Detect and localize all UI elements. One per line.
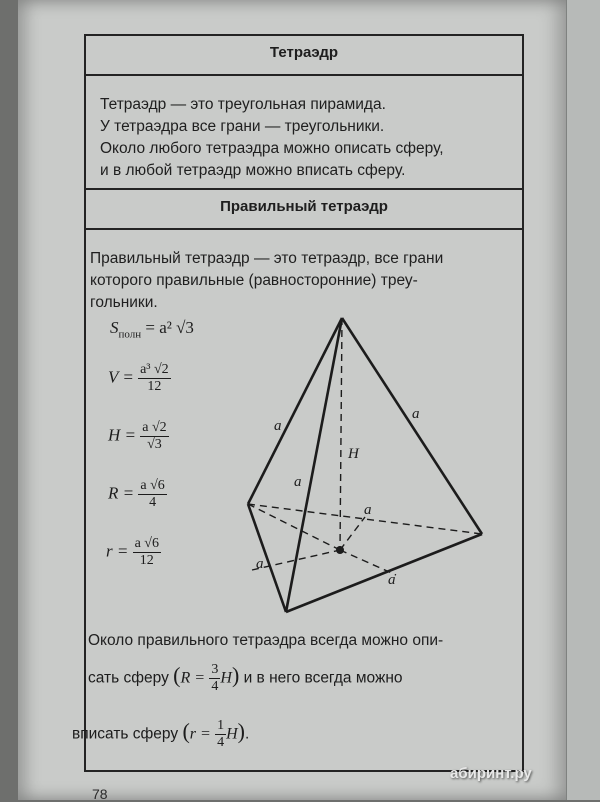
formula-lhs: H = (108, 425, 136, 445)
tetrahedron-definition (100, 94, 444, 182)
base-center-point (336, 546, 344, 554)
text-line: гольники. (90, 294, 158, 311)
regular-tetrahedron-definition (90, 248, 443, 314)
edge-top-front (286, 318, 342, 612)
fraction-denominator: 4 (149, 495, 157, 510)
fraction-numerator: a √6 (134, 536, 159, 551)
text-line: Тетраэдр — это треугольная пирамида. (100, 96, 386, 113)
text-fragment: и в него всегда можно (243, 669, 403, 687)
tetrahedron-figure (230, 312, 500, 622)
text-fragment: . (245, 725, 250, 743)
bottom-line-3: вписать сферу (r = $\frac{1}{4}$ H). (72, 718, 250, 750)
fraction-denominator: 4 (217, 735, 225, 750)
text-line: У тетраэдра все грани — треугольники. (100, 118, 385, 135)
formula-lhs: R = (108, 483, 135, 503)
fraction-denominator: 12 (139, 553, 154, 568)
divider (86, 228, 522, 230)
formula-variable: H (226, 725, 238, 743)
text-fragment: сать сферу (88, 669, 169, 687)
median-back (340, 517, 365, 550)
bottom-line-1: Около правильного тетраэдра всегда можно опи- (88, 632, 444, 649)
formula-lhs: V = (108, 367, 134, 387)
text-fragment: вписать сферу (72, 725, 179, 743)
page-number: 78 (92, 786, 108, 802)
fraction-numerator: a √2 (142, 420, 167, 435)
section-title-tetrahedron: Тетраэдр (269, 44, 339, 61)
height-label: H (348, 446, 359, 462)
watermark: абиринт.ру (450, 765, 532, 782)
section-title-regular-tetrahedron: Правильный тетраэдр (220, 198, 388, 215)
formula-rhs: = a² √3 (145, 318, 194, 337)
edge-label: a (388, 572, 396, 588)
fraction-denominator: 4 (211, 679, 219, 694)
fraction-numerator: a³ √2 (140, 362, 169, 377)
tetrahedron-edges (248, 318, 482, 612)
divider (86, 74, 522, 76)
edge-top-right (342, 318, 482, 534)
inradius-formula (106, 536, 161, 569)
divider (86, 188, 522, 190)
text-line: и в любой тетраэдр можно вписать сферу. (100, 162, 406, 179)
volume-formula (108, 362, 171, 395)
fraction-numerator: a √6 (140, 478, 165, 493)
edge-label: a (256, 556, 264, 572)
edge-label: a (364, 502, 372, 518)
formula-lhs: r = (189, 725, 211, 743)
bottom-line-2: сать сферу (R = $\frac{3}{4}$ H) и в него всегда можно (88, 662, 403, 694)
fraction-numerator: 3 (211, 662, 219, 677)
text-line: которого правильные (равносторонние) треу- (90, 272, 418, 289)
formula-symbol: S (110, 318, 119, 337)
height-formula (108, 420, 169, 453)
edge-front-right (286, 534, 482, 612)
formula-subscript: полн (118, 328, 142, 341)
adjacent-page-edge (566, 0, 600, 800)
formula-lhs: r = (106, 541, 129, 561)
circumradius-formula (108, 478, 167, 511)
formula-variable: H (220, 669, 232, 687)
edge-label: a (274, 418, 282, 434)
edge-label: a (412, 406, 420, 422)
fraction-numerator: 1 (217, 718, 225, 733)
edge-label: a (294, 474, 302, 490)
fraction-denominator: √3 (147, 437, 162, 452)
text-line: Правильный тетраэдр — это тетраэдр, все грани (90, 250, 444, 267)
text-line: Около любого тетраэдра можно описать сферу, (100, 140, 444, 157)
fraction-denominator: 12 (147, 379, 162, 394)
formula-lhs: R = (180, 669, 206, 687)
height-line (340, 318, 342, 550)
surface-area-formula (110, 318, 194, 340)
